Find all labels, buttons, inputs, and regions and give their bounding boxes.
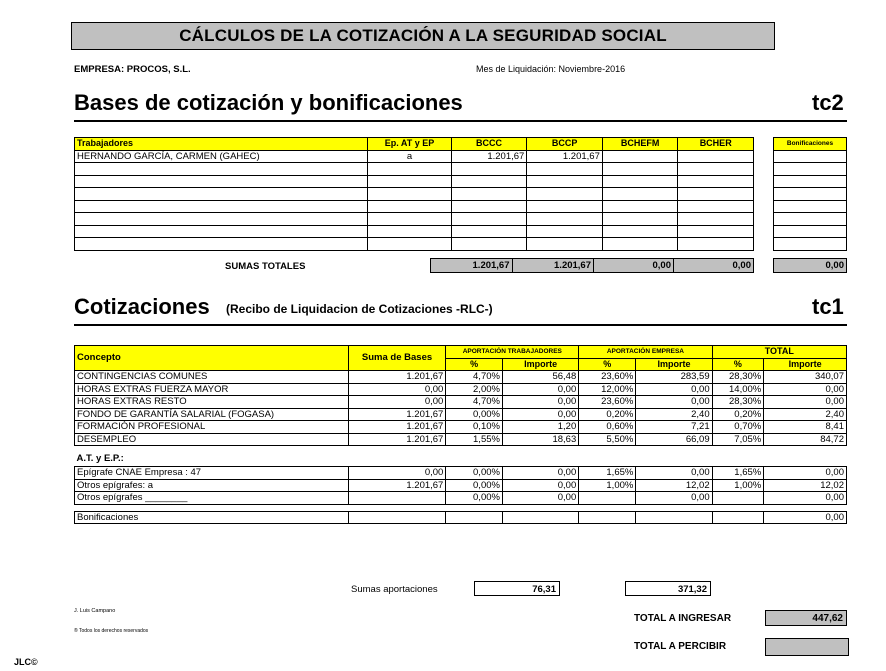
table-header-row	[774, 138, 847, 151]
table-spacer-row	[75, 504, 847, 511]
total-a-percibir-label: TOTAL A PERCIBIR	[634, 641, 727, 652]
table-row[interactable]	[75, 200, 754, 213]
cell-base[interactable]: 1.201,67	[348, 479, 446, 492]
table-row[interactable]	[75, 175, 754, 188]
cell-imp-emp[interactable]: 0,00	[636, 467, 712, 480]
cell-base[interactable]: 0,00	[348, 396, 446, 409]
cell-imp-trab[interactable]: 0,00	[502, 408, 578, 421]
cell-pct-trab[interactable]: 0,10%	[446, 421, 503, 434]
cell-pct-total[interactable]: 7,05%	[712, 433, 764, 446]
bases-table-wrap	[74, 137, 754, 251]
total-bchefm: 0,00	[594, 259, 674, 273]
cell-pct-emp[interactable]	[579, 492, 636, 505]
cell-imp-trab[interactable]: 1,20	[502, 421, 578, 434]
col-pct-total: %	[712, 358, 764, 371]
cell-base[interactable]: 0,00	[348, 383, 446, 396]
bases-table	[74, 137, 754, 251]
bases-divider	[74, 120, 847, 122]
credit-rights: ® Todos los derechos reservados	[74, 628, 149, 634]
cell-pct-total[interactable]: 0,70%	[712, 421, 764, 434]
company-label: EMPRESA: PROCOS, S.L.	[74, 64, 191, 75]
atep-label-row	[75, 452, 847, 467]
cell-imp-total[interactable]: 2,40	[764, 408, 847, 421]
bonificaciones-table-wrap	[773, 137, 847, 251]
cell-imp-total[interactable]: 340,07	[764, 371, 847, 384]
cell-pct-emp[interactable]: 12,00%	[579, 383, 636, 396]
table-row[interactable]	[75, 511, 847, 524]
sumas-totales-label: SUMAS TOTALES	[225, 261, 306, 272]
cell-concepto[interactable]: HORAS EXTRAS RESTO	[75, 396, 349, 409]
table-row[interactable]	[75, 238, 754, 251]
period-label: Mes de Liquidación: Noviembre-2016	[476, 64, 626, 74]
cell-bonif[interactable]	[774, 150, 847, 163]
cell-bcher[interactable]	[678, 150, 754, 163]
cell-concepto[interactable]: FORMACIÓN PROFESIONAL	[75, 421, 349, 434]
cell-trabajador[interactable]: HERNANDO GARCÍA, CARMEN (GAHEC)	[75, 150, 368, 163]
bases-section-code: tc2	[812, 90, 844, 115]
cell-imp-total[interactable]: 12,02	[764, 479, 847, 492]
sumas-totales-table	[430, 258, 754, 273]
table-row[interactable]	[75, 421, 847, 434]
table-row	[431, 259, 754, 273]
col-trabajadores: Trabajadores	[75, 138, 368, 151]
cell-concepto[interactable]: Otros epígrafes: a	[75, 479, 349, 492]
cell-pct-total[interactable]	[712, 511, 764, 524]
cell-imp-total[interactable]: 84,72	[764, 433, 847, 446]
table-row[interactable]	[75, 396, 847, 409]
cell-pct-trab[interactable]	[446, 511, 503, 524]
table-row[interactable]	[75, 492, 847, 505]
cell-imp-emp[interactable]: 0,00	[636, 396, 712, 409]
table-row[interactable]	[75, 163, 754, 176]
cell-imp-trab[interactable]: 0,00	[502, 396, 578, 409]
table-group-header-row	[75, 346, 847, 359]
col-group-aportacion-trabajadores: APORTACIÓN TRABAJADORES	[446, 346, 579, 359]
cell-imp-emp[interactable]: 12,02	[636, 479, 712, 492]
sumas-bonificaciones-table	[773, 258, 847, 273]
cell-concepto[interactable]: Otros epígrafes ________	[75, 492, 349, 505]
atep-label: A.T. y E.P.:	[75, 452, 847, 467]
cell-pct-total[interactable]: 14,00%	[712, 383, 764, 396]
table-row[interactable]	[75, 433, 847, 446]
cotizaciones-table-wrap	[74, 345, 847, 524]
cell-pct-emp[interactable]: 5,50%	[579, 433, 636, 446]
col-pct-trabajadores: %	[446, 358, 503, 371]
cell-imp-total[interactable]: 0,00	[764, 467, 847, 480]
cell-imp-trab[interactable]: 0,00	[502, 383, 578, 396]
col-group-total: TOTAL	[712, 346, 846, 359]
cell-pct-total[interactable]	[712, 492, 764, 505]
cell-concepto[interactable]: HORAS EXTRAS FUERZA MAYOR	[75, 383, 349, 396]
cell-pct-total[interactable]: 0,20%	[712, 408, 764, 421]
cell-pct-emp[interactable]: 1,00%	[579, 479, 636, 492]
table-row[interactable]	[75, 467, 847, 480]
cell-pct-emp[interactable]: 23,60%	[579, 371, 636, 384]
cell-imp-emp[interactable]: 0,00	[636, 383, 712, 396]
cell-pct-trab[interactable]: 4,70%	[446, 396, 503, 409]
cell-pct-total[interactable]: 28,30%	[712, 371, 764, 384]
cell-base[interactable]: 1.201,67	[348, 371, 446, 384]
table-row	[774, 259, 847, 273]
col-bccc: BCCC	[451, 138, 527, 151]
sumas-totales-wrap	[430, 258, 754, 273]
cell-pct-trab[interactable]: 0,00%	[446, 408, 503, 421]
cell-pct-trab[interactable]: 4,70%	[446, 371, 503, 384]
col-suma-bases: Suma de Bases	[348, 346, 446, 371]
cell-imp-emp[interactable]	[636, 511, 712, 524]
sumas-aportaciones-label: Sumas aportaciones	[351, 584, 438, 595]
cell-bchefm[interactable]	[602, 150, 678, 163]
watermark: JLC©	[14, 657, 38, 667]
table-row[interactable]	[75, 225, 754, 238]
cotizaciones-section-heading: Cotizaciones	[74, 294, 210, 319]
col-concepto: Concepto	[75, 346, 349, 371]
cell-base[interactable]: 1.201,67	[348, 433, 446, 446]
total-bccp: 1.201,67	[512, 259, 594, 273]
table-row[interactable]	[774, 225, 847, 238]
cotizaciones-divider	[74, 324, 847, 326]
cell-imp-trab[interactable]: 18,63	[502, 433, 578, 446]
cotizaciones-section-subheading: (Recibo de Liquidacion de Cotizaciones -RLC-)	[226, 302, 493, 316]
page-title: CÁLCULOS DE LA COTIZACIÓN A LA SEGURIDAD SOCIAL	[71, 22, 775, 50]
total-a-percibir-value	[765, 638, 849, 656]
total-bcher: 0,00	[673, 259, 753, 273]
bonificaciones-table	[773, 137, 847, 251]
cell-imp-trab[interactable]: 0,00	[502, 479, 578, 492]
table-row[interactable]	[774, 163, 847, 176]
col-group-aportacion-empresa: APORTACIÓN EMPRESA	[579, 346, 712, 359]
cell-base[interactable]: 1.201,67	[348, 408, 446, 421]
table-row[interactable]	[75, 188, 754, 201]
table-header-row	[75, 138, 754, 151]
table-row[interactable]	[75, 150, 754, 163]
cell-imp-total[interactable]: 0,00	[764, 511, 847, 524]
cell-pct-emp[interactable]	[579, 511, 636, 524]
total-bccc: 1.201,67	[431, 259, 513, 273]
table-row[interactable]	[774, 213, 847, 226]
cell-base[interactable]: 0,00	[348, 467, 446, 480]
cell-imp-trab[interactable]	[502, 511, 578, 524]
cell-concepto[interactable]: Epígrafe CNAE Empresa : 47	[75, 467, 349, 480]
cell-pct-trab[interactable]: 0,00%	[446, 467, 503, 480]
table-row[interactable]	[774, 150, 847, 163]
cell-imp-emp[interactable]: 0,00	[636, 492, 712, 505]
cell-pct-trab[interactable]: 0,00%	[446, 479, 503, 492]
cell-pct-trab[interactable]: 2,00%	[446, 383, 503, 396]
table-row[interactable]	[75, 213, 754, 226]
col-importe-trabajadores: Importe	[502, 358, 578, 371]
col-importe-total: Importe	[764, 358, 847, 371]
table-row[interactable]	[774, 238, 847, 251]
cell-pct-emp[interactable]: 1,65%	[579, 467, 636, 480]
cell-imp-total[interactable]: 0,00	[764, 396, 847, 409]
cell-pct-trab[interactable]: 0,00%	[446, 492, 503, 505]
table-row[interactable]	[75, 408, 847, 421]
cell-pct-emp[interactable]: 0,60%	[579, 421, 636, 434]
sumas-aportaciones-trabajadores: 76,31	[474, 581, 560, 596]
table-row[interactable]	[75, 371, 847, 384]
cell-base[interactable]: 1.201,67	[348, 421, 446, 434]
cell-imp-emp[interactable]: 66,09	[636, 433, 712, 446]
cell-bccp[interactable]: 1.201,67	[527, 150, 603, 163]
cell-bccc[interactable]: 1.201,67	[451, 150, 527, 163]
cell-imp-trab[interactable]: 0,00	[502, 492, 578, 505]
col-bccp: BCCP	[527, 138, 603, 151]
cell-imp-emp[interactable]: 2,40	[636, 408, 712, 421]
col-importe-empresa: Importe	[636, 358, 712, 371]
total-a-ingresar-label: TOTAL A INGRESAR	[634, 613, 732, 624]
cell-imp-total[interactable]: 8,41	[764, 421, 847, 434]
sumas-bonificaciones-wrap	[773, 258, 847, 273]
cell-concepto-bonificaciones[interactable]: Bonificaciones	[75, 511, 349, 524]
col-ep-at-ep: Ep. AT y EP	[368, 138, 452, 151]
cell-ep[interactable]: a	[368, 150, 452, 163]
col-bcher: BCHER	[678, 138, 754, 151]
credit-author: J. Luis Campano	[74, 608, 116, 614]
table-row[interactable]	[75, 383, 847, 396]
cell-base[interactable]	[348, 492, 446, 505]
table-row[interactable]	[75, 479, 847, 492]
cell-imp-total[interactable]: 0,00	[764, 492, 847, 505]
cell-imp-trab[interactable]: 0,00	[502, 467, 578, 480]
cell-pct-emp[interactable]: 23,60%	[579, 396, 636, 409]
cell-concepto[interactable]: CONTINGENCIAS COMUNES	[75, 371, 349, 384]
cell-pct-emp[interactable]: 0,20%	[579, 408, 636, 421]
cotizaciones-table	[74, 345, 847, 524]
total-a-ingresar-value: 447,62	[765, 610, 847, 626]
cell-pct-total[interactable]: 1,00%	[712, 479, 764, 492]
cell-imp-emp[interactable]: 7,21	[636, 421, 712, 434]
bases-section-heading: Bases de cotización y bonificaciones	[74, 90, 463, 115]
cell-pct-total[interactable]: 28,30%	[712, 396, 764, 409]
cell-concepto[interactable]: FONDO DE GARANTÍA SALARIAL (FOGASA)	[75, 408, 349, 421]
cell-pct-trab[interactable]: 1,55%	[446, 433, 503, 446]
cell-pct-total[interactable]: 1,65%	[712, 467, 764, 480]
cell-base[interactable]	[348, 511, 446, 524]
table-row[interactable]	[774, 188, 847, 201]
col-pct-empresa: %	[579, 358, 636, 371]
table-row[interactable]	[774, 200, 847, 213]
cell-concepto[interactable]: DESEMPLEO	[75, 433, 349, 446]
table-row[interactable]	[774, 175, 847, 188]
total-bonif: 0,00	[774, 259, 847, 273]
cell-imp-trab[interactable]: 56,48	[502, 371, 578, 384]
sumas-aportaciones-empresa: 371,32	[625, 581, 711, 596]
cell-imp-emp[interactable]: 283,59	[636, 371, 712, 384]
col-bonificaciones: Bonificaciones	[774, 138, 847, 151]
cell-imp-total[interactable]: 0,00	[764, 383, 847, 396]
cotizaciones-section-code: tc1	[812, 294, 844, 319]
col-bchefm: BCHEFM	[602, 138, 678, 151]
